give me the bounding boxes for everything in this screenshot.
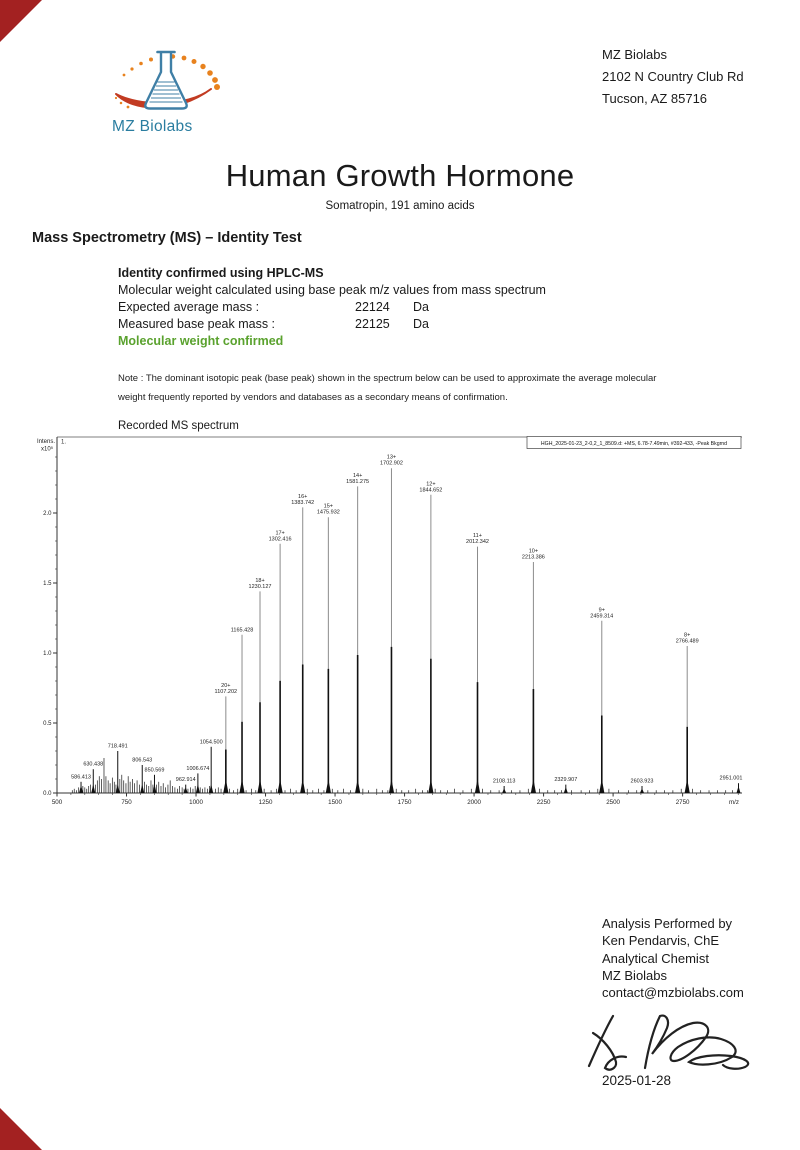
svg-text:1250: 1250 bbox=[258, 799, 273, 806]
svg-text:1383.742: 1383.742 bbox=[291, 499, 315, 506]
svg-text:2000: 2000 bbox=[467, 799, 481, 806]
svg-text:18+: 18+ bbox=[255, 577, 265, 584]
svg-text:1000: 1000 bbox=[189, 799, 203, 806]
svg-text:0.0: 0.0 bbox=[43, 791, 52, 798]
svg-text:15+: 15+ bbox=[323, 503, 334, 510]
svg-text:17+: 17+ bbox=[275, 530, 285, 537]
svg-text:1230.127: 1230.127 bbox=[248, 583, 272, 590]
svg-text:2.0: 2.0 bbox=[43, 511, 52, 518]
address-line: MZ Biolabs bbox=[602, 47, 668, 62]
svg-text:x10⁵: x10⁵ bbox=[41, 446, 54, 453]
svg-text:2250: 2250 bbox=[536, 799, 551, 806]
svg-text:1475.932: 1475.932 bbox=[316, 509, 340, 516]
section-heading: Mass Spectrometry (MS) – Identity Test bbox=[32, 230, 302, 246]
svg-text:1750: 1750 bbox=[397, 799, 412, 806]
svg-text:630.438: 630.438 bbox=[83, 761, 104, 768]
svg-text:1107.202: 1107.202 bbox=[214, 688, 238, 695]
company-address bbox=[602, 44, 744, 110]
svg-text:1.0: 1.0 bbox=[43, 651, 52, 658]
svg-text:HGH_2025-01-23_2-0,2_1_8509.d:: HGH_2025-01-23_2-0,2_1_8509.d: +MS, 6.78-7.49min, #392-433, -Peak Bkgrnd bbox=[540, 441, 728, 447]
measured-mass-value: 22125 bbox=[355, 317, 390, 331]
svg-text:m/z: m/z bbox=[729, 799, 739, 806]
corner-accent-bottom-left bbox=[0, 1108, 42, 1150]
report-subtitle: Somatropin, 191 amino acids bbox=[325, 200, 475, 212]
svg-text:2951.001: 2951.001 bbox=[719, 775, 743, 782]
address-line: Tucson, AZ 85716 bbox=[602, 91, 708, 106]
svg-text:586.413: 586.413 bbox=[71, 774, 91, 781]
svg-text:2329.907: 2329.907 bbox=[554, 777, 578, 784]
address-line: 2102 N Country Club Rd bbox=[602, 69, 744, 84]
svg-text:2012.342: 2012.342 bbox=[466, 539, 489, 546]
svg-text:1054.500: 1054.500 bbox=[199, 739, 223, 746]
measured-mass-label: Measured base peak mass : bbox=[118, 317, 276, 331]
svg-text:1165.428: 1165.428 bbox=[230, 627, 254, 634]
svg-text:2603.923: 2603.923 bbox=[630, 778, 654, 785]
corner-accent-top-left bbox=[0, 0, 42, 42]
svg-text:9+: 9+ bbox=[598, 607, 605, 614]
svg-text:962.914: 962.914 bbox=[175, 777, 196, 784]
svg-text:718.491: 718.491 bbox=[107, 743, 128, 750]
weight-confirmed-status: Molecular weight confirmed bbox=[118, 334, 284, 348]
svg-text:1702.902: 1702.902 bbox=[379, 460, 403, 467]
spectrum-caption: Recorded MS spectrum bbox=[118, 420, 239, 432]
svg-text:8+: 8+ bbox=[684, 632, 691, 639]
svg-text:1.5: 1.5 bbox=[43, 581, 52, 588]
svg-text:13+: 13+ bbox=[386, 454, 397, 461]
svg-text:14+: 14+ bbox=[352, 472, 363, 479]
svg-text:2500: 2500 bbox=[606, 799, 620, 806]
analyst-signature bbox=[585, 1006, 770, 1078]
expected-mass-unit: Da bbox=[413, 300, 429, 314]
svg-text:1844.652: 1844.652 bbox=[419, 487, 443, 494]
svg-text:2766.489: 2766.489 bbox=[675, 638, 699, 645]
identity-result-block bbox=[118, 265, 678, 350]
svg-text:806.543: 806.543 bbox=[132, 757, 153, 764]
svg-text:2750: 2750 bbox=[675, 799, 690, 806]
report-title: Human Growth Hormone bbox=[225, 158, 575, 193]
svg-text:0.5: 0.5 bbox=[43, 721, 52, 728]
svg-text:750: 750 bbox=[121, 799, 132, 806]
svg-text:10+: 10+ bbox=[528, 548, 539, 555]
contact-email: contact@mzbiolabs.com bbox=[602, 985, 744, 1001]
company-logo-flask-icon bbox=[110, 48, 228, 116]
svg-text:850.569: 850.569 bbox=[144, 767, 165, 774]
measured-mass-unit: Da bbox=[413, 317, 429, 331]
expected-mass-label: Expected average mass : bbox=[118, 300, 260, 314]
analyst-title: Analytical Chemist bbox=[602, 950, 709, 966]
svg-text:2459.314: 2459.314 bbox=[590, 613, 614, 620]
method-description-line: Molecular weight calculated using base peak m/z values from mass spectrum bbox=[118, 283, 546, 297]
logo-wordmark: MZ Biolabs bbox=[112, 118, 193, 135]
report-date: 2025-01-28 bbox=[602, 1073, 672, 1088]
svg-text:20+: 20+ bbox=[221, 682, 231, 689]
ms-spectrum-chart bbox=[0, 435, 760, 815]
analyst-block bbox=[602, 915, 744, 1001]
svg-text:500: 500 bbox=[51, 799, 63, 806]
svg-text:1006.674: 1006.674 bbox=[186, 765, 210, 772]
svg-text:11+: 11+ bbox=[473, 533, 482, 540]
analyst-name: Ken Pendarvis, ChE bbox=[602, 933, 720, 949]
svg-text:16+: 16+ bbox=[298, 493, 308, 500]
analyst-company: MZ Biolabs bbox=[602, 967, 668, 983]
svg-text:1500: 1500 bbox=[328, 799, 342, 806]
svg-text:2213.386: 2213.386 bbox=[521, 554, 545, 561]
svg-text:1581.275: 1581.275 bbox=[346, 478, 370, 485]
svg-text:1.: 1. bbox=[61, 439, 67, 446]
measured-mass-row bbox=[118, 316, 678, 333]
expected-mass-value: 22124 bbox=[355, 300, 390, 314]
identity-confirmation-line: Identity confirmed using HPLC-MS bbox=[118, 266, 324, 280]
svg-text:Intens.: Intens. bbox=[37, 439, 56, 445]
note-text: Note : The dominant isotopic peak (base peak) shown in the spectrum below can be used to approximate the average molecular weight frequently reported by vendors and databases as a secondary means of confirmation. bbox=[118, 373, 657, 403]
svg-text:1302.416: 1302.416 bbox=[268, 536, 292, 543]
svg-text:2108.113: 2108.113 bbox=[492, 778, 516, 785]
expected-mass-row bbox=[118, 299, 678, 316]
svg-text:12+: 12+ bbox=[426, 481, 436, 488]
analysis-performed-by: Analysis Performed by bbox=[602, 916, 733, 931]
